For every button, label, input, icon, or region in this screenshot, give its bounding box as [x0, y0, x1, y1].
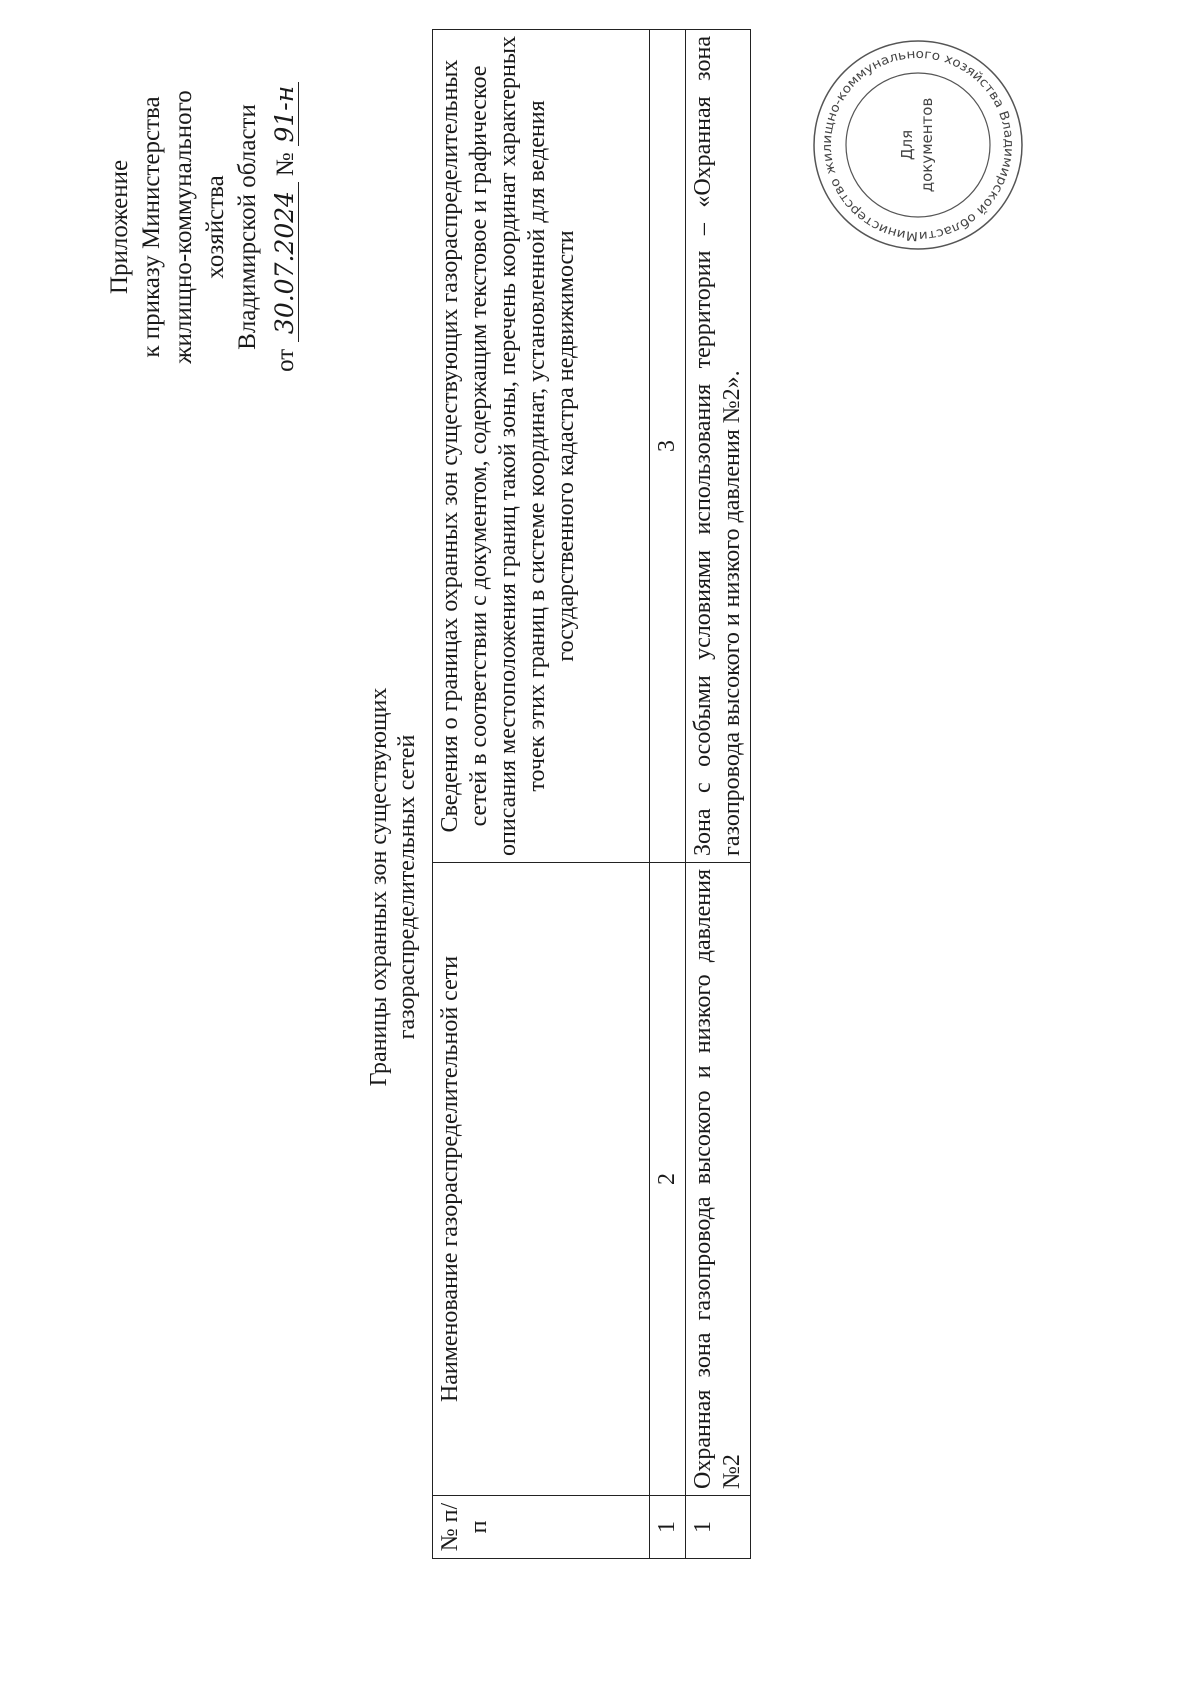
row-info-cell: Зона с особыми условиями использования территории – «Охранная зона газопровода высокого и низкого давления №2». [686, 30, 751, 863]
title-line-1: Границы охранных зон существующих [366, 687, 392, 1087]
column-number-cell: 2 [650, 863, 686, 1496]
column-number-cell: 3 [650, 30, 686, 863]
column-number-row [650, 30, 686, 1559]
stamp-ring-text: Министерство жилищно-коммунального хозяйства Владимирской области [818, 45, 1018, 245]
title-line-2: газораспределительных сетей [394, 734, 420, 1040]
handwritten-number: 91-н [272, 82, 299, 146]
stamp-center-line-1: Для [898, 129, 916, 161]
official-stamp [806, 33, 1030, 257]
header-cell-name: Наименование газораспределительной сети [433, 863, 650, 1496]
column-number-cell: 1 [650, 1496, 686, 1559]
table-row [686, 30, 751, 1559]
table-header-row [433, 30, 650, 1559]
order-date-number [270, 57, 302, 397]
appendix-header [104, 57, 302, 397]
stamp-center-line-2: документов [918, 97, 936, 193]
header-cell-info: Сведения о границах охранных зон существующих газораспределительных сетей в соответствии с документом, содержащим текстовое и графическое описания местоположения границ такой зоны, перечень координат характерных точек этих границ в системе координат, установленной для ведения государственного кадастра недвижимости [433, 30, 650, 863]
ministry-name: жилищно-коммунального хозяйства [170, 90, 229, 364]
order-reference: к приказу Министерства [138, 96, 165, 358]
appendix-label: Приложение [106, 159, 133, 295]
region-name: Владимирской области [234, 104, 261, 350]
row-number-cell: 1 [686, 1496, 751, 1559]
header-cell-number: № п/п [433, 1496, 650, 1559]
handwritten-date: 30.07.2024 [272, 183, 299, 343]
number-label: № [272, 152, 299, 177]
from-label: от [272, 348, 299, 372]
zones-table [432, 29, 751, 1559]
row-name-cell: Охранная зона газопровода высокого и низкого давления №2 [686, 863, 751, 1496]
document-title [365, 637, 421, 1137]
